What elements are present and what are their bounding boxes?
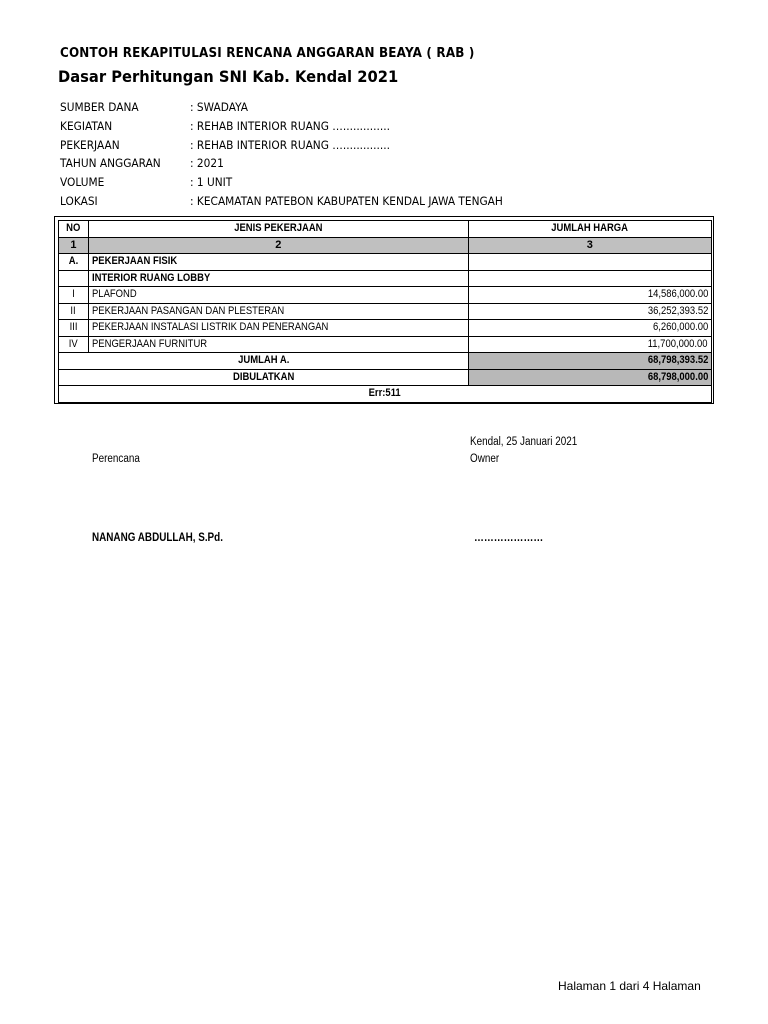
table-row [59,287,712,304]
row-no: II [59,303,89,320]
column-number-row [59,237,712,254]
row-name: PEKERJAAN PASANGAN DAN PLESTERAN [88,303,468,320]
row-name: PENGERJAAN FURNITUR [88,336,468,353]
info-label: PEKERJAAN [60,137,120,152]
subsection-name: INTERIOR RUANG LOBBY [88,270,468,287]
info-value: : 2021 [190,156,224,171]
header-jumlah-harga: JUMLAH HARGA [468,221,711,238]
section-row [59,254,712,271]
info-row-sumber-dana [60,98,530,117]
info-label: SUMBER DANA [60,100,139,115]
info-value: : REHAB INTERIOR RUANG ….............. [190,119,390,134]
rab-table-frame [54,216,714,404]
info-value: : KECAMATAN PATEBON KABUPATEN KENDAL JAWA TENGAH [190,193,503,208]
table-header-row [59,221,712,238]
row-no: I [59,287,89,304]
info-value: : SWADAYA [190,100,249,115]
row-amount: 14,586,000.00 [468,287,711,304]
info-label: KEGIATAN [60,119,113,134]
table-row [59,336,712,353]
rab-table [58,220,712,403]
info-value: : REHAB INTERIOR RUANG ….............. [190,137,390,152]
section-no: A. [59,254,89,271]
row-no: III [59,320,89,337]
row-amount: 36,252,393.52 [468,303,711,320]
info-value: : 1 UNIT [190,175,233,190]
error-cell: Err:511 [59,386,712,403]
info-row-tahun-anggaran [60,154,530,173]
signer-role-owner: Owner [470,453,500,465]
info-row-pekerjaan [60,135,530,154]
section-name: PEKERJAAN FISIK [88,254,468,271]
rounded-amount: 68,798,000.00 [468,369,711,386]
page-footer: Halaman 1 dari 4 Halaman [558,979,701,993]
info-row-volume [60,173,530,192]
info-label: VOLUME [60,175,105,190]
col-number-2: 2 [88,237,468,254]
place-date: Kendal, 25 Januari 2021 [470,436,578,448]
signer-name-owner: ………………… [474,532,544,544]
row-amount: 6,260,000.00 [468,320,711,337]
document-subtitle: Dasar Perhitungan SNI Kab. Kendal 2021 [58,67,399,86]
subsection-no [59,270,89,287]
header-jenis-pekerjaan: JENIS PEKERJAAN [88,221,468,238]
info-row-lokasi [60,191,530,210]
row-no: IV [59,336,89,353]
rounded-row [59,369,712,386]
subsection-row [59,270,712,287]
row-name: PEKERJAAN INSTALASI LISTRIK DAN PENERANGAN [88,320,468,337]
row-amount: 11,700,000.00 [468,336,711,353]
total-amount: 68,798,393.52 [468,353,711,370]
table-row [59,303,712,320]
row-name: PLAFOND [88,287,468,304]
error-row [59,386,712,403]
rounded-label: DIBULATKAN [59,369,469,386]
project-info [60,98,530,210]
info-row-kegiatan [60,117,530,136]
col-number-3: 3 [468,237,711,254]
info-label: TAHUN ANGGARAN [60,156,161,171]
total-label: JUMLAH A. [59,353,469,370]
signer-name-perencana: NANANG ABDULLAH, S.Pd. [92,532,223,544]
section-amount [468,254,711,271]
col-number-1: 1 [59,237,89,254]
document-title: CONTOH REKAPITULASI RENCANA ANGGARAN BEAYA ( RAB ) [60,46,475,61]
total-row [59,353,712,370]
header-no: NO [59,221,89,238]
signer-role-perencana: Perencana [92,453,140,465]
subsection-amount [468,270,711,287]
table-row [59,320,712,337]
info-label: LOKASI [60,193,98,208]
